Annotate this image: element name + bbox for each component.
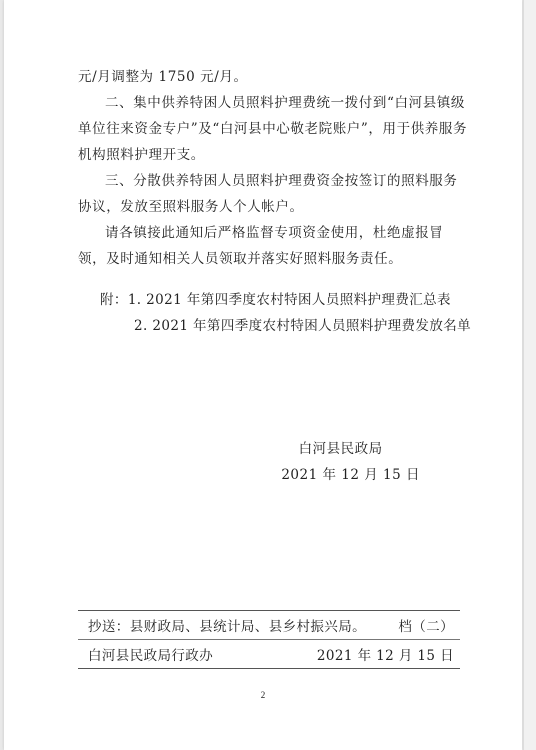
attachments-block: [100, 287, 471, 339]
footer-bottom-rule: [78, 668, 460, 669]
document-footer: [78, 610, 460, 669]
document-body: [78, 64, 468, 272]
issue-date: 2021 年 12 月 15 日: [316, 648, 454, 664]
vertical-scrollbar[interactable]: [523, 0, 536, 750]
issuer-row: [78, 640, 460, 668]
attachment-line-1: [100, 287, 471, 313]
signature-date: 2021 年 12 月 15 日: [281, 467, 420, 483]
cc-row: [78, 611, 460, 639]
paragraph-closing: 请各镇接此通知后严格监督专项资金使用，杜绝虚报冒领，及时通知相关人员领取并落实好照料服务责任。: [78, 225, 444, 267]
attachment-line-2: [100, 313, 471, 339]
issuing-office: 白河县民政局行政办: [88, 648, 214, 664]
cc-text: 抄送：县财政局、县统计局、县乡村振兴局。: [88, 619, 366, 635]
attachment-item: 2. 2021 年第四季度农村特困人员照料护理费发放名单: [134, 318, 472, 334]
signature-block: [281, 436, 420, 488]
attachments-label: 附：: [100, 292, 128, 308]
signature-org: 白河县民政局: [298, 441, 383, 457]
document-page: [4, 0, 522, 750]
attachment-item: 1. 2021 年第四季度农村特困人员照料护理费汇总表: [127, 292, 451, 308]
archive-mark: 档（二）: [398, 619, 454, 635]
paragraph-item-two: 二、集中供养特困人员照料护理费统一拨付到“白河县镇级单位往来资金专户”及“白河县中心敬老院账户”，用于供养服务机构照料护理开支。: [78, 95, 468, 163]
paragraph-continuation: 元/月调整为 1750 元/月。: [78, 69, 248, 85]
paragraph-item-three: 三、分散供养特困人员照料护理费资金按签订的照料服务协议，发放至照料服务人个人帐户。: [78, 173, 458, 215]
page-number: 2: [260, 690, 266, 700]
